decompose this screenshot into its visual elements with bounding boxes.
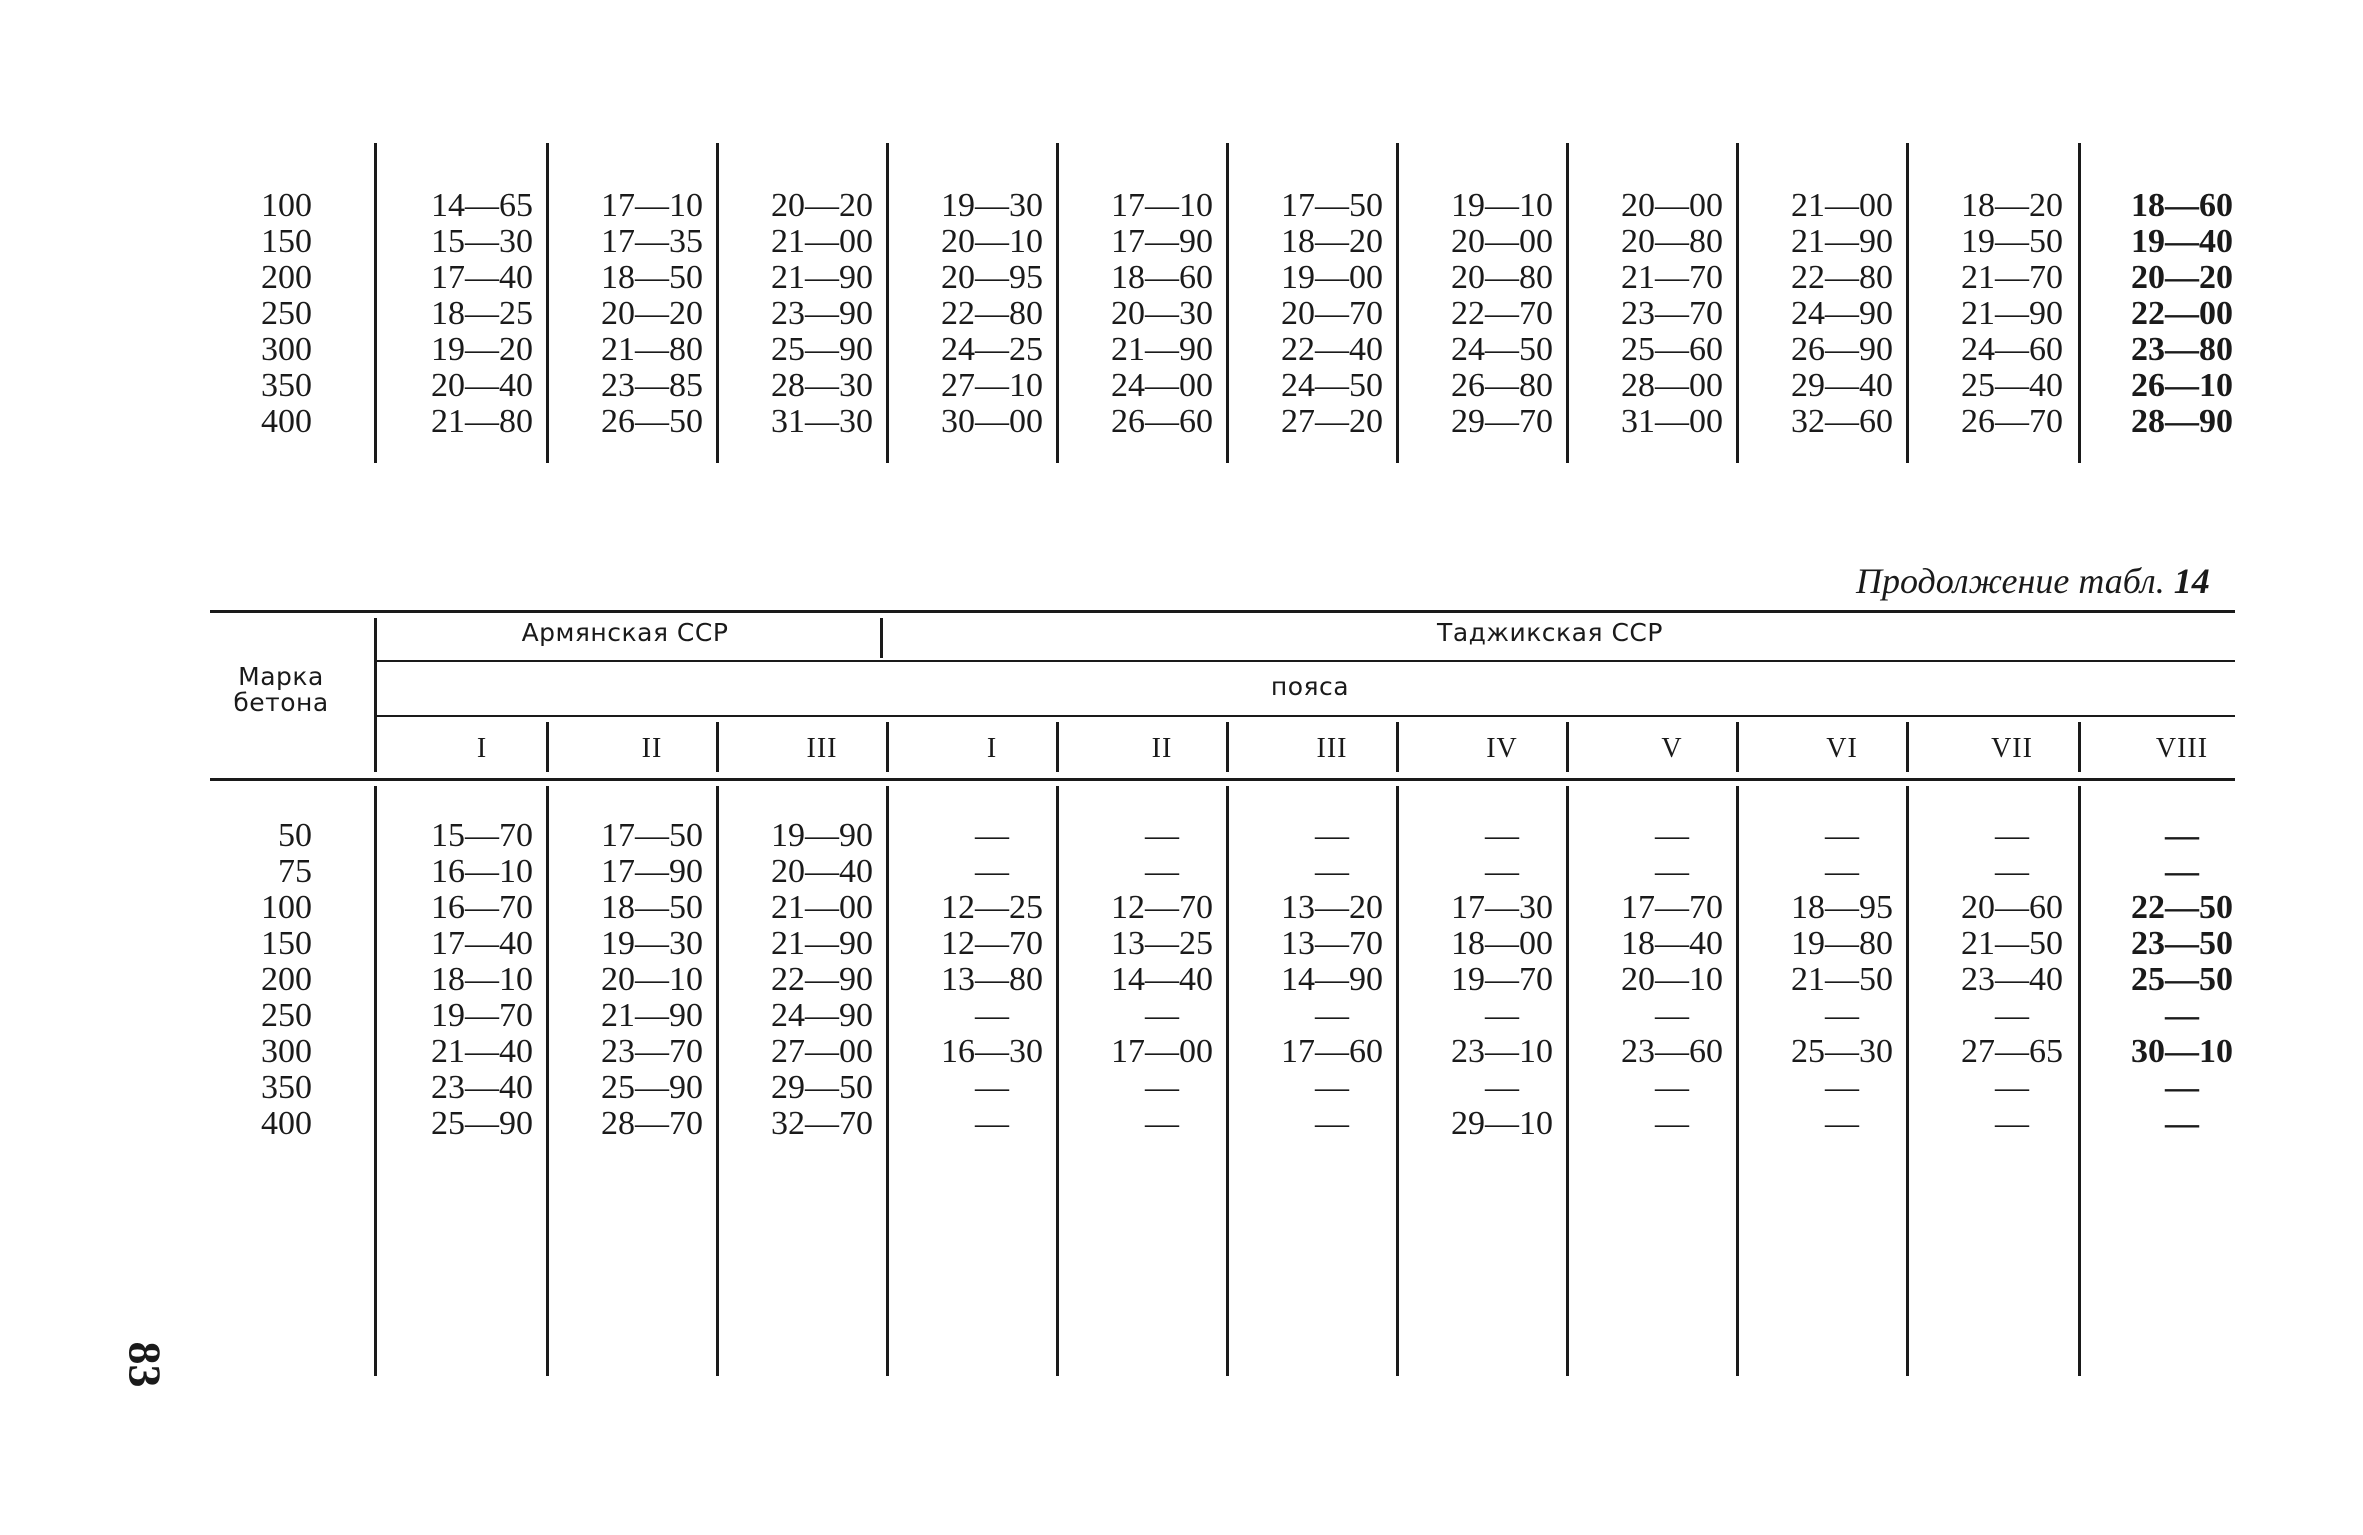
bottom-value-cell: — <box>1655 997 1689 1034</box>
bottom-value-cell: — <box>1315 997 1349 1034</box>
top-value-cell: 20—30 <box>1111 295 1213 332</box>
bottom-value-cell: 17—50 <box>601 817 703 854</box>
top-value-cell: 23—85 <box>601 367 703 404</box>
top-value-cell: 24—50 <box>1451 331 1553 368</box>
top-value-cell: 26—90 <box>1791 331 1893 368</box>
bottom-value-cell: — <box>1995 997 2029 1034</box>
bottom-mark-cell: 400 <box>261 1105 312 1142</box>
header-top-rule <box>210 610 2235 613</box>
bottom-value-cell: — <box>2165 817 2199 854</box>
bottom-value-cell: 13—70 <box>1281 925 1383 962</box>
zone-numeral: III <box>1316 733 1348 764</box>
top-value-cell: 22—80 <box>941 295 1043 332</box>
zone-numeral: I <box>476 733 488 764</box>
top-value-cell: 26—50 <box>601 403 703 440</box>
zone-separator <box>546 722 549 772</box>
top-value-cell: 24—90 <box>1791 295 1893 332</box>
top-value-cell: 19—20 <box>431 331 533 368</box>
top-column-separator <box>374 143 377 463</box>
top-value-cell: 28—30 <box>771 367 873 404</box>
top-value-cell: 25—90 <box>771 331 873 368</box>
bottom-value-cell: 23—40 <box>1961 961 2063 998</box>
mark-label-line1: Марка <box>238 662 324 691</box>
zones-label: пояса <box>1270 672 1350 701</box>
bottom-value-cell: — <box>2165 1105 2199 1142</box>
top-value-cell: 23—90 <box>771 295 873 332</box>
top-value-cell: 14—65 <box>431 187 533 224</box>
table-caption <box>1856 560 2210 602</box>
zone-separator <box>1226 722 1229 772</box>
bottom-value-cell: 22—50 <box>2131 889 2233 926</box>
top-value-cell: 19—40 <box>2131 223 2233 260</box>
bottom-value-cell: 12—70 <box>1111 889 1213 926</box>
bottom-value-cell: — <box>1315 1069 1349 1106</box>
bottom-value-cell: — <box>975 1069 1009 1106</box>
bottom-value-cell: 18—95 <box>1791 889 1893 926</box>
bottom-value-cell: — <box>1485 1069 1519 1106</box>
top-value-cell: 18—20 <box>1281 223 1383 260</box>
top-value-cell: 20—10 <box>941 223 1043 260</box>
bottom-value-cell: 19—80 <box>1791 925 1893 962</box>
top-value-cell: 26—10 <box>2131 367 2233 404</box>
top-value-cell: 18—20 <box>1961 187 2063 224</box>
top-value-cell: 17—35 <box>601 223 703 260</box>
top-value-cell: 31—30 <box>771 403 873 440</box>
top-value-cell: 17—40 <box>431 259 533 296</box>
bottom-value-cell: — <box>2165 997 2199 1034</box>
top-value-cell: 21—90 <box>1961 295 2063 332</box>
top-value-cell: 27—20 <box>1281 403 1383 440</box>
top-value-cell: 24—60 <box>1961 331 2063 368</box>
top-value-cell: 21—90 <box>771 259 873 296</box>
top-mark-cell: 300 <box>261 331 312 368</box>
bottom-value-cell: — <box>1315 853 1349 890</box>
bottom-value-cell: 18—40 <box>1621 925 1723 962</box>
top-value-cell: 22—40 <box>1281 331 1383 368</box>
bottom-value-cell: 19—70 <box>1451 961 1553 998</box>
bottom-value-cell: 19—90 <box>771 817 873 854</box>
bottom-value-cell: 23—40 <box>431 1069 533 1106</box>
zone-numeral: VI <box>1826 733 1858 764</box>
bottom-value-cell: 30—10 <box>2131 1033 2233 1070</box>
bottom-value-cell: — <box>975 853 1009 890</box>
bottom-mark-cell: 200 <box>261 961 312 998</box>
bottom-value-cell: — <box>975 817 1009 854</box>
top-value-cell: 21—70 <box>1961 259 2063 296</box>
zone-separator <box>1056 722 1059 772</box>
bottom-value-cell: 21—00 <box>771 889 873 926</box>
bottom-value-cell: 21—50 <box>1791 961 1893 998</box>
bottom-value-cell: 16—70 <box>431 889 533 926</box>
bottom-value-cell: 21—90 <box>771 925 873 962</box>
bottom-mark-cell: 75 <box>278 853 312 890</box>
top-value-cell: 30—00 <box>941 403 1043 440</box>
bottom-value-cell: 25—30 <box>1791 1033 1893 1070</box>
zone-numeral: II <box>1151 733 1173 764</box>
bottom-value-cell: — <box>1995 1069 2029 1106</box>
top-value-cell: 18—25 <box>431 295 533 332</box>
bottom-value-cell: — <box>1995 853 2029 890</box>
top-value-cell: 24—50 <box>1281 367 1383 404</box>
group-armenian: Армянская ССР <box>521 618 729 647</box>
top-value-cell: 26—60 <box>1111 403 1213 440</box>
bottom-value-cell: 18—50 <box>601 889 703 926</box>
bottom-value-cell: 28—70 <box>601 1105 703 1142</box>
bottom-value-cell: — <box>1825 997 1859 1034</box>
top-value-cell: 22—00 <box>2131 295 2233 332</box>
top-mark-cell: 350 <box>261 367 312 404</box>
top-value-cell: 24—00 <box>1111 367 1213 404</box>
bottom-value-cell: — <box>1655 1105 1689 1142</box>
bottom-value-cell: 20—60 <box>1961 889 2063 926</box>
top-value-cell: 21—00 <box>771 223 873 260</box>
top-value-cell: 19—10 <box>1451 187 1553 224</box>
bottom-value-cell: — <box>1145 997 1179 1034</box>
bottom-value-cell: — <box>1655 817 1689 854</box>
bottom-value-cell: 19—70 <box>431 997 533 1034</box>
bottom-value-cell: 17—40 <box>431 925 533 962</box>
top-value-cell: 17—10 <box>601 187 703 224</box>
bottom-value-cell: — <box>2165 853 2199 890</box>
bottom-value-cell: — <box>975 997 1009 1034</box>
zone-numeral: VIII <box>2155 733 2209 764</box>
bottom-value-cell: 14—90 <box>1281 961 1383 998</box>
zone-separator <box>886 722 889 772</box>
bottom-value-cell: — <box>1825 1069 1859 1106</box>
top-value-cell: 20—95 <box>941 259 1043 296</box>
bottom-value-cell: 13—20 <box>1281 889 1383 926</box>
top-value-cell: 29—40 <box>1791 367 1893 404</box>
bottom-mark-cell: 50 <box>278 817 312 854</box>
top-value-cell: 22—70 <box>1451 295 1553 332</box>
bottom-value-cell: — <box>1995 817 2029 854</box>
bottom-value-cell: 16—10 <box>431 853 533 890</box>
top-value-cell: 26—70 <box>1961 403 2063 440</box>
group-rule <box>377 660 2235 662</box>
top-value-cell: 20—20 <box>771 187 873 224</box>
bottom-value-cell: 13—80 <box>941 961 1043 998</box>
top-value-cell: 20—80 <box>1451 259 1553 296</box>
bottom-value-cell: — <box>1995 1105 2029 1142</box>
bottom-value-cell: 27—00 <box>771 1033 873 1070</box>
top-value-cell: 23—80 <box>2131 331 2233 368</box>
bottom-value-cell: 24—90 <box>771 997 873 1034</box>
top-mark-cell: 400 <box>261 403 312 440</box>
bottom-value-cell: 21—40 <box>431 1033 533 1070</box>
top-value-cell: 21—70 <box>1621 259 1723 296</box>
top-value-cell: 20—00 <box>1451 223 1553 260</box>
top-value-cell: 21—80 <box>431 403 533 440</box>
bottom-mark-cell: 100 <box>261 889 312 926</box>
bottom-value-cell: 32—70 <box>771 1105 873 1142</box>
bottom-value-cell: 21—50 <box>1961 925 2063 962</box>
caption-number: 14 <box>2173 561 2210 601</box>
bottom-value-cell: 17—60 <box>1281 1033 1383 1070</box>
bottom-value-cell: 16—30 <box>941 1033 1043 1070</box>
top-value-cell: 25—60 <box>1621 331 1723 368</box>
bottom-value-cell: — <box>1825 1105 1859 1142</box>
bottom-value-cell: 20—10 <box>601 961 703 998</box>
top-value-cell: 23—70 <box>1621 295 1723 332</box>
zone-separator <box>1396 722 1399 772</box>
bottom-value-cell: 20—10 <box>1621 961 1723 998</box>
top-value-cell: 27—10 <box>941 367 1043 404</box>
group-tajik: Таджикская ССР <box>1437 618 1663 647</box>
zone-numeral: VII <box>1991 733 2033 764</box>
top-value-cell: 26—80 <box>1451 367 1553 404</box>
zones-rule <box>377 715 2235 717</box>
zone-separator <box>2078 722 2081 772</box>
bottom-value-cell: 14—40 <box>1111 961 1213 998</box>
bottom-value-cell: — <box>1485 853 1519 890</box>
bottom-value-cell: 17—70 <box>1621 889 1723 926</box>
bottom-value-cell: 19—30 <box>601 925 703 962</box>
bottom-value-cell: 23—10 <box>1451 1033 1553 1070</box>
zone-separator <box>716 722 719 772</box>
bottom-value-cell: 23—70 <box>601 1033 703 1070</box>
zone-separator <box>1566 722 1569 772</box>
bottom-value-cell: 12—70 <box>941 925 1043 962</box>
bottom-value-cell: — <box>1655 1069 1689 1106</box>
top-value-cell: 32—60 <box>1791 403 1893 440</box>
top-mark-cell: 100 <box>261 187 312 224</box>
top-value-cell: 18—50 <box>601 259 703 296</box>
top-value-cell: 21—00 <box>1791 187 1893 224</box>
zone-numeral: II <box>641 733 663 764</box>
bottom-value-cell: — <box>1145 1069 1179 1106</box>
top-value-cell: 20—80 <box>1621 223 1723 260</box>
bottom-column-separator <box>374 786 377 1376</box>
bottom-value-cell: — <box>1825 817 1859 854</box>
top-value-cell: 18—60 <box>1111 259 1213 296</box>
zone-numeral: V <box>1661 733 1683 764</box>
group-separator <box>880 618 883 658</box>
bottom-value-cell: 13—25 <box>1111 925 1213 962</box>
bottom-value-cell: — <box>975 1105 1009 1142</box>
top-mark-cell: 250 <box>261 295 312 332</box>
top-value-cell: 20—40 <box>431 367 533 404</box>
top-value-cell: 28—90 <box>2131 403 2233 440</box>
top-value-cell: 22—80 <box>1791 259 1893 296</box>
bottom-value-cell: — <box>1825 853 1859 890</box>
top-mark-cell: 150 <box>261 223 312 260</box>
zone-separator <box>374 722 377 772</box>
bottom-value-cell: 18—10 <box>431 961 533 998</box>
top-value-cell: 25—40 <box>1961 367 2063 404</box>
top-value-cell: 19—50 <box>1961 223 2063 260</box>
bottom-mark-cell: 300 <box>261 1033 312 1070</box>
bottom-value-cell: 27—65 <box>1961 1033 2063 1070</box>
bottom-value-cell: — <box>1145 1105 1179 1142</box>
zone-numeral: IV <box>1486 733 1518 764</box>
zone-separator <box>1906 722 1909 772</box>
bottom-value-cell: 15—70 <box>431 817 533 854</box>
top-value-cell: 24—25 <box>941 331 1043 368</box>
top-value-cell: 19—00 <box>1281 259 1383 296</box>
bottom-value-cell: — <box>2165 1069 2199 1106</box>
bottom-value-cell: 22—90 <box>771 961 873 998</box>
bottom-value-cell: 17—00 <box>1111 1033 1213 1070</box>
bottom-value-cell: — <box>1315 1105 1349 1142</box>
top-value-cell: 19—30 <box>941 187 1043 224</box>
mark-label-line2: бетона <box>233 688 329 717</box>
bottom-value-cell: 18—00 <box>1451 925 1553 962</box>
top-value-cell: 28—00 <box>1621 367 1723 404</box>
header-bottom-rule <box>210 778 2235 781</box>
bottom-value-cell: 17—30 <box>1451 889 1553 926</box>
top-value-cell: 17—10 <box>1111 187 1213 224</box>
bottom-value-cell: 20—40 <box>771 853 873 890</box>
top-value-cell: 21—80 <box>601 331 703 368</box>
top-value-cell: 15—30 <box>431 223 533 260</box>
bottom-value-cell: 23—50 <box>2131 925 2233 962</box>
bottom-value-cell: — <box>1145 817 1179 854</box>
top-value-cell: 18—60 <box>2131 187 2233 224</box>
top-value-cell: 17—50 <box>1281 187 1383 224</box>
bottom-value-cell: 25—90 <box>601 1069 703 1106</box>
bottom-value-cell: 21—90 <box>601 997 703 1034</box>
bottom-value-cell: 12—25 <box>941 889 1043 926</box>
bottom-value-cell: 29—50 <box>771 1069 873 1106</box>
top-value-cell: 20—20 <box>601 295 703 332</box>
top-value-cell: 20—20 <box>2131 259 2233 296</box>
top-value-cell: 31—00 <box>1621 403 1723 440</box>
bottom-value-cell: 23—60 <box>1621 1033 1723 1070</box>
top-value-cell: 21—90 <box>1111 331 1213 368</box>
top-value-cell: 17—90 <box>1111 223 1213 260</box>
top-value-cell: 29—70 <box>1451 403 1553 440</box>
bottom-mark-cell: 250 <box>261 997 312 1034</box>
top-value-cell: 20—70 <box>1281 295 1383 332</box>
bottom-value-cell: 25—50 <box>2131 961 2233 998</box>
top-value-cell: 20—00 <box>1621 187 1723 224</box>
bottom-mark-cell: 150 <box>261 925 312 962</box>
bottom-value-cell: 25—90 <box>431 1105 533 1142</box>
zone-separator <box>1736 722 1739 772</box>
page-number: 83 <box>119 1341 171 1388</box>
bottom-value-cell: 29—10 <box>1451 1105 1553 1142</box>
zone-numeral: III <box>806 733 838 764</box>
zone-numeral: I <box>986 733 998 764</box>
bottom-mark-cell: 350 <box>261 1069 312 1106</box>
bottom-value-cell: — <box>1145 853 1179 890</box>
caption-text: Продолжение табл. <box>1856 561 2165 601</box>
bottom-value-cell: — <box>1315 817 1349 854</box>
bottom-value-cell: 17—90 <box>601 853 703 890</box>
top-value-cell: 21—90 <box>1791 223 1893 260</box>
bottom-value-cell: — <box>1655 853 1689 890</box>
bottom-value-cell: — <box>1485 997 1519 1034</box>
bottom-value-cell: — <box>1485 817 1519 854</box>
top-mark-cell: 200 <box>261 259 312 296</box>
